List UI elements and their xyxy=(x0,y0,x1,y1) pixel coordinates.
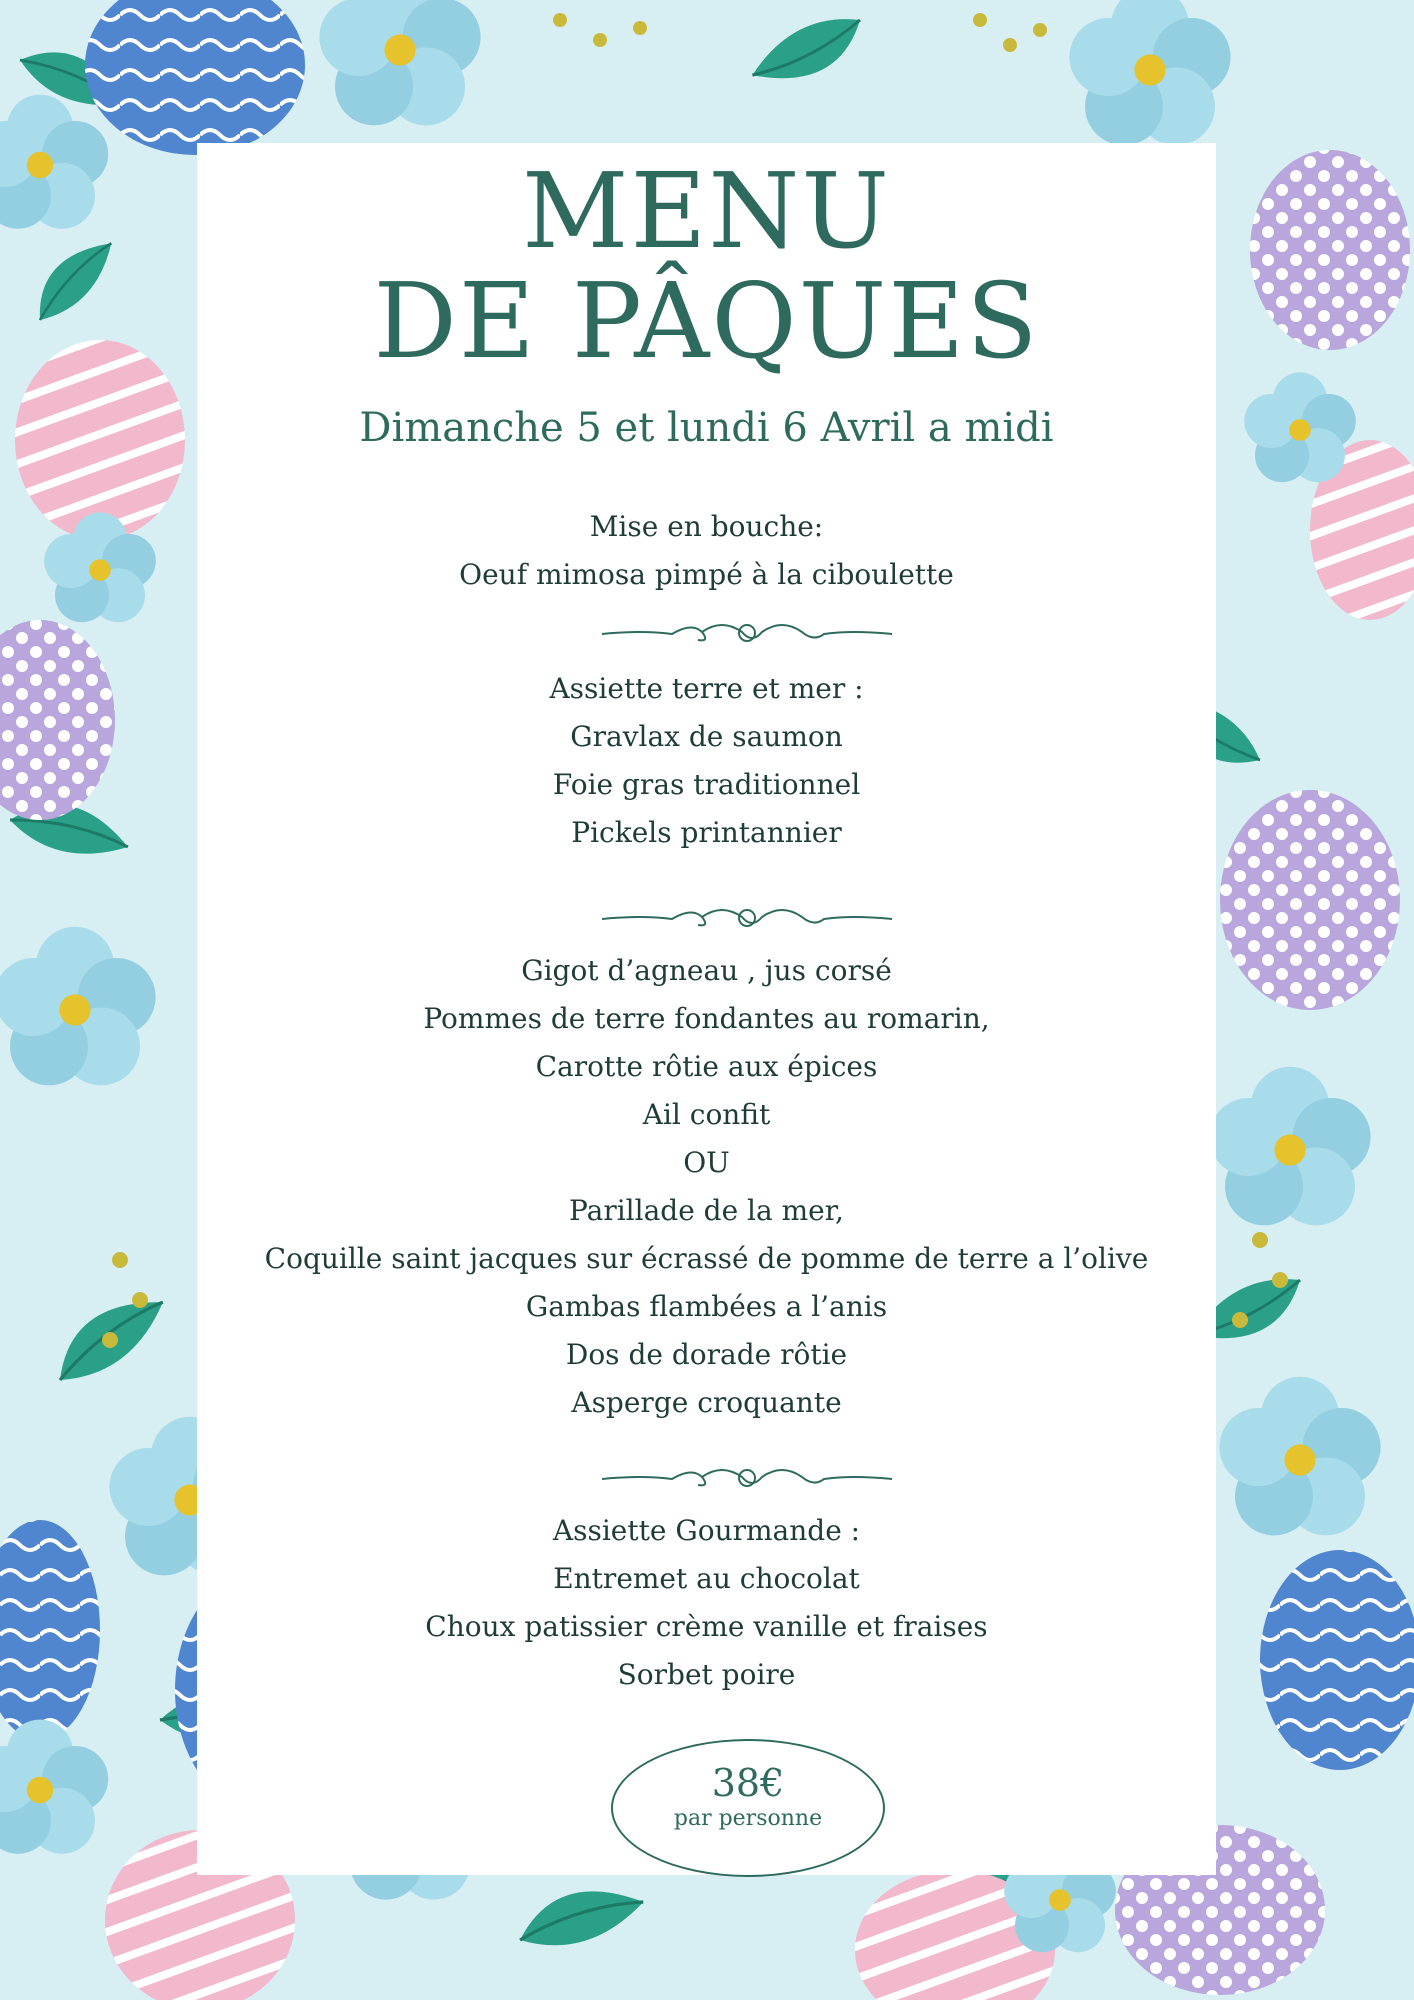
menu-line: Coquille saint jacques sur écrassé de pomme de terre a l’olive xyxy=(264,1242,1149,1275)
menu-line: OU xyxy=(683,1146,730,1179)
menu-line: Gravlax de saumon xyxy=(570,720,843,753)
menu-card xyxy=(197,143,1216,1875)
menu-line: Parillade de la mer, xyxy=(569,1194,844,1227)
menu-line: Entremet au chocolat xyxy=(553,1562,860,1595)
menu-section-dessert xyxy=(197,1507,1216,1699)
menu-line: Pickels printannier xyxy=(571,816,842,849)
menu-line: Mise en bouche: xyxy=(589,510,824,543)
flourish-divider-icon xyxy=(602,1461,892,1495)
menu-title-line2: DE PÂQUES xyxy=(373,260,1040,382)
price-amount: 38€ xyxy=(711,1761,785,1805)
menu-line: Sorbet poire xyxy=(617,1658,796,1691)
menu-line: Assiette Gourmande : xyxy=(552,1514,861,1547)
menu-line: Dos de dorade rôtie xyxy=(565,1338,848,1371)
menu-line: Carotte rôtie aux épices xyxy=(535,1050,878,1083)
menu-line: Gambas flambées a l’anis xyxy=(525,1290,888,1323)
menu-section-appetizer xyxy=(197,503,1216,599)
flourish-divider-icon xyxy=(602,616,892,650)
menu-date: Dimanche 5 et lundi 6 Avril a midi xyxy=(359,405,1054,451)
menu-title-line1: MENU xyxy=(521,150,892,272)
menu-section-starter xyxy=(197,665,1216,857)
menu-line: Foie gras traditionnel xyxy=(552,768,861,801)
menu-line: Assiette terre et mer : xyxy=(549,672,864,705)
menu-line: Oeuf mimosa pimpé à la ciboulette xyxy=(459,558,954,591)
menu-section-main xyxy=(197,947,1216,1427)
menu-line: Choux patissier crème vanille et fraises xyxy=(425,1610,988,1643)
flourish-divider-icon xyxy=(602,901,892,935)
menu-line: Pommes de terre fondantes au romarin, xyxy=(423,1002,990,1035)
menu-line: Gigot d’agneau , jus corsé xyxy=(521,954,892,987)
menu-line: Asperge croquante xyxy=(571,1386,842,1419)
price-badge xyxy=(611,1739,885,1877)
price-label: par personne xyxy=(673,1806,823,1831)
menu-line: Ail confit xyxy=(642,1098,771,1131)
